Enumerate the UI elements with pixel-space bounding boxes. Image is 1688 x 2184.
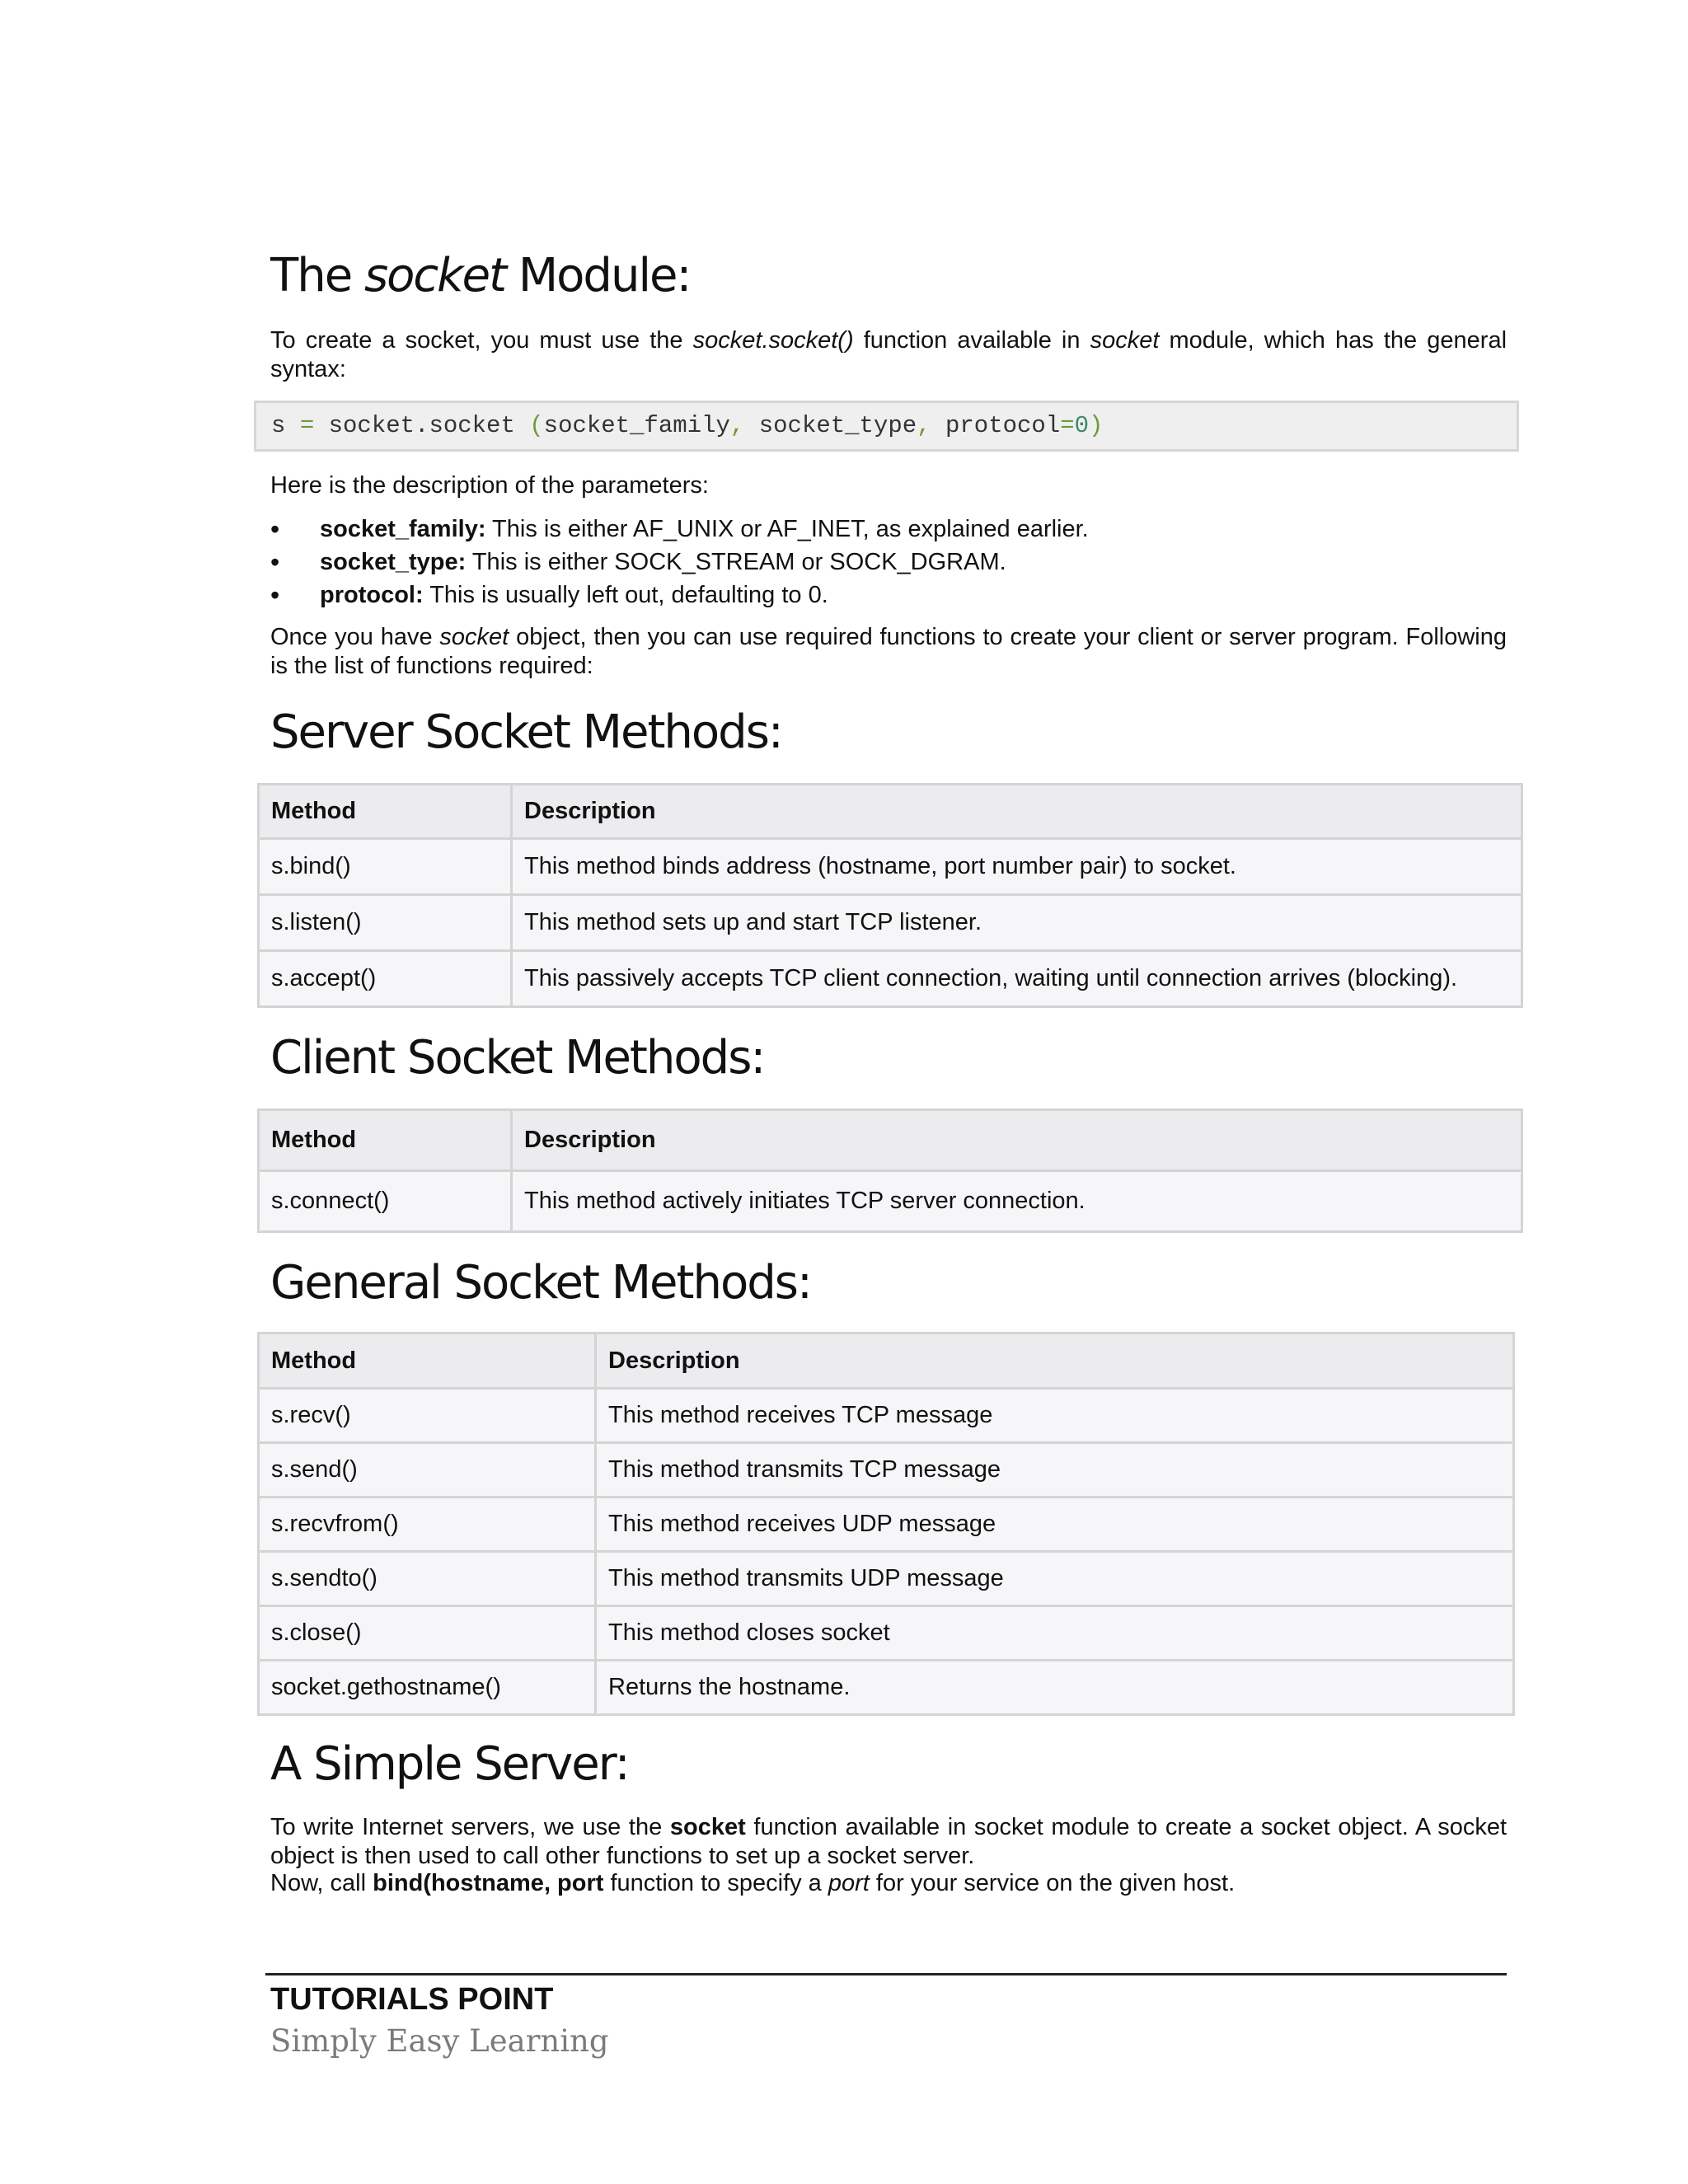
table-header-row [259, 1110, 1522, 1171]
text-run: protocol [931, 412, 1061, 439]
method-cell: s.close() [259, 1606, 596, 1661]
table-row [259, 1389, 1514, 1443]
method-cell: s.listen() [259, 895, 512, 951]
column-header-method: Method [259, 1333, 596, 1389]
param-name: socket_family: [320, 516, 486, 542]
text-run: socket [439, 624, 509, 650]
param-description: This is either AF_UNIX or AF_INET, as explained earlier. [485, 516, 1089, 542]
text-run: To create a socket, you must use the [270, 327, 693, 354]
method-cell: socket.gethostname() [259, 1661, 596, 1715]
bind-paragraph [270, 1869, 1507, 1898]
server-methods-table [257, 783, 1523, 1008]
once-paragraph [270, 623, 1507, 681]
table-row [259, 1171, 1522, 1232]
text-run: = [299, 412, 315, 439]
title-emphasis: socket [363, 249, 506, 302]
text-run: socket [669, 1814, 746, 1840]
table-row [259, 1497, 1514, 1552]
method-cell: s.sendto() [259, 1552, 596, 1606]
description-cell: This method transmits UDP message [596, 1552, 1514, 1606]
text-run: s [271, 412, 300, 439]
param-description: This is either SOCK_STREAM or SOCK_DGRAM. [466, 549, 1006, 575]
table-row [259, 1443, 1514, 1497]
column-header-description: Description [512, 1110, 1522, 1171]
description-cell: This method transmits TCP message [596, 1443, 1514, 1497]
method-cell: s.bind() [259, 839, 512, 895]
title-text: Module: [505, 249, 691, 302]
column-header-description: Description [596, 1333, 1514, 1389]
text-run: object, then you can use required functions to create your client or server program. Following is the list of functions required: [270, 624, 1507, 679]
description-cell: This method closes socket [596, 1606, 1514, 1661]
table-row [259, 1552, 1514, 1606]
general-methods-table [257, 1332, 1515, 1716]
param-item [270, 546, 1507, 579]
text-run: Once you have [270, 624, 440, 650]
footer-tagline: Simply Easy Learning [270, 2023, 609, 2059]
method-cell: s.send() [259, 1443, 596, 1497]
description-cell: This method sets up and start TCP listener. [512, 895, 1522, 951]
text-run: , [729, 412, 745, 439]
table-row [259, 895, 1522, 951]
text-run: ) [1089, 412, 1104, 439]
section-title-simple-server: A Simple Server: [270, 1737, 629, 1791]
param-item [270, 579, 1507, 612]
section-title-socket-module [270, 249, 1507, 302]
table-row [259, 1661, 1514, 1715]
text-run: function available in socket module to create a socket object. A socket object is then used to call other functions to set up a socket server. [270, 1814, 1507, 1869]
params-list [270, 513, 1507, 612]
column-header-method: Method [259, 1110, 512, 1171]
text-run: ( [529, 412, 544, 439]
text-run: function available in [853, 327, 1090, 354]
section-title-server-methods: Server Socket Methods: [270, 705, 782, 759]
description-cell: This method receives TCP message [596, 1389, 1514, 1443]
page-content [270, 247, 1507, 1896]
text-run: socket [1090, 327, 1160, 354]
table-row [259, 839, 1522, 895]
text-run: port [828, 1870, 870, 1896]
description-cell: Returns the hostname. [596, 1661, 1514, 1715]
text-run: socket.socket() [692, 327, 854, 354]
description-cell: This method actively initiates TCP server connection. [512, 1171, 1522, 1232]
text-run: socket_type [744, 412, 917, 439]
table-header-row [259, 785, 1522, 839]
text-run: = [1060, 412, 1075, 439]
text-run: function to specify a [603, 1870, 828, 1896]
column-header-method: Method [259, 785, 512, 839]
footer-brand: TUTORIALS POINT [270, 1982, 554, 2017]
param-name: protocol: [320, 582, 424, 608]
method-cell: s.connect() [259, 1171, 512, 1232]
text-run: socket_family [543, 412, 730, 439]
params-intro: Here is the description of the parameters: [270, 472, 709, 499]
text-run: for your service on the given host. [869, 1870, 1236, 1896]
description-cell: This passively accepts TCP client connection, waiting until connection arrives (blocking). [512, 951, 1522, 1007]
description-cell: This method binds address (hostname, port number pair) to socket. [512, 839, 1522, 895]
param-item [270, 513, 1507, 546]
text-run: socket.socket [314, 412, 530, 439]
method-cell: s.recv() [259, 1389, 596, 1443]
table-header-row [259, 1333, 1514, 1389]
text-run: To write Internet servers, we use the [270, 1814, 670, 1840]
method-cell: s.accept() [259, 951, 512, 1007]
text-run: 0 [1074, 412, 1090, 439]
socket-intro-paragraph [270, 326, 1507, 384]
section-title-general-methods: General Socket Methods: [270, 1256, 811, 1310]
description-cell: This method receives UDP message [596, 1497, 1514, 1552]
title-text: The [270, 249, 364, 302]
simple-server-paragraph [270, 1813, 1507, 1871]
text-run: , [917, 412, 931, 439]
param-name: socket_type: [320, 549, 467, 575]
client-methods-table [257, 1108, 1523, 1233]
code-block [254, 401, 1519, 452]
table-row [259, 951, 1522, 1007]
method-cell: s.recvfrom() [259, 1497, 596, 1552]
column-header-description: Description [512, 785, 1522, 839]
param-description: This is usually left out, defaulting to 0. [423, 582, 828, 608]
text-run: Now, call [270, 1870, 373, 1896]
footer-divider [265, 1973, 1507, 1975]
section-title-client-methods: Client Socket Methods: [270, 1031, 765, 1085]
text-run: module, which has the general syntax: [270, 327, 1507, 382]
text-run: bind(hostname, port [373, 1870, 604, 1896]
table-row [259, 1606, 1514, 1661]
